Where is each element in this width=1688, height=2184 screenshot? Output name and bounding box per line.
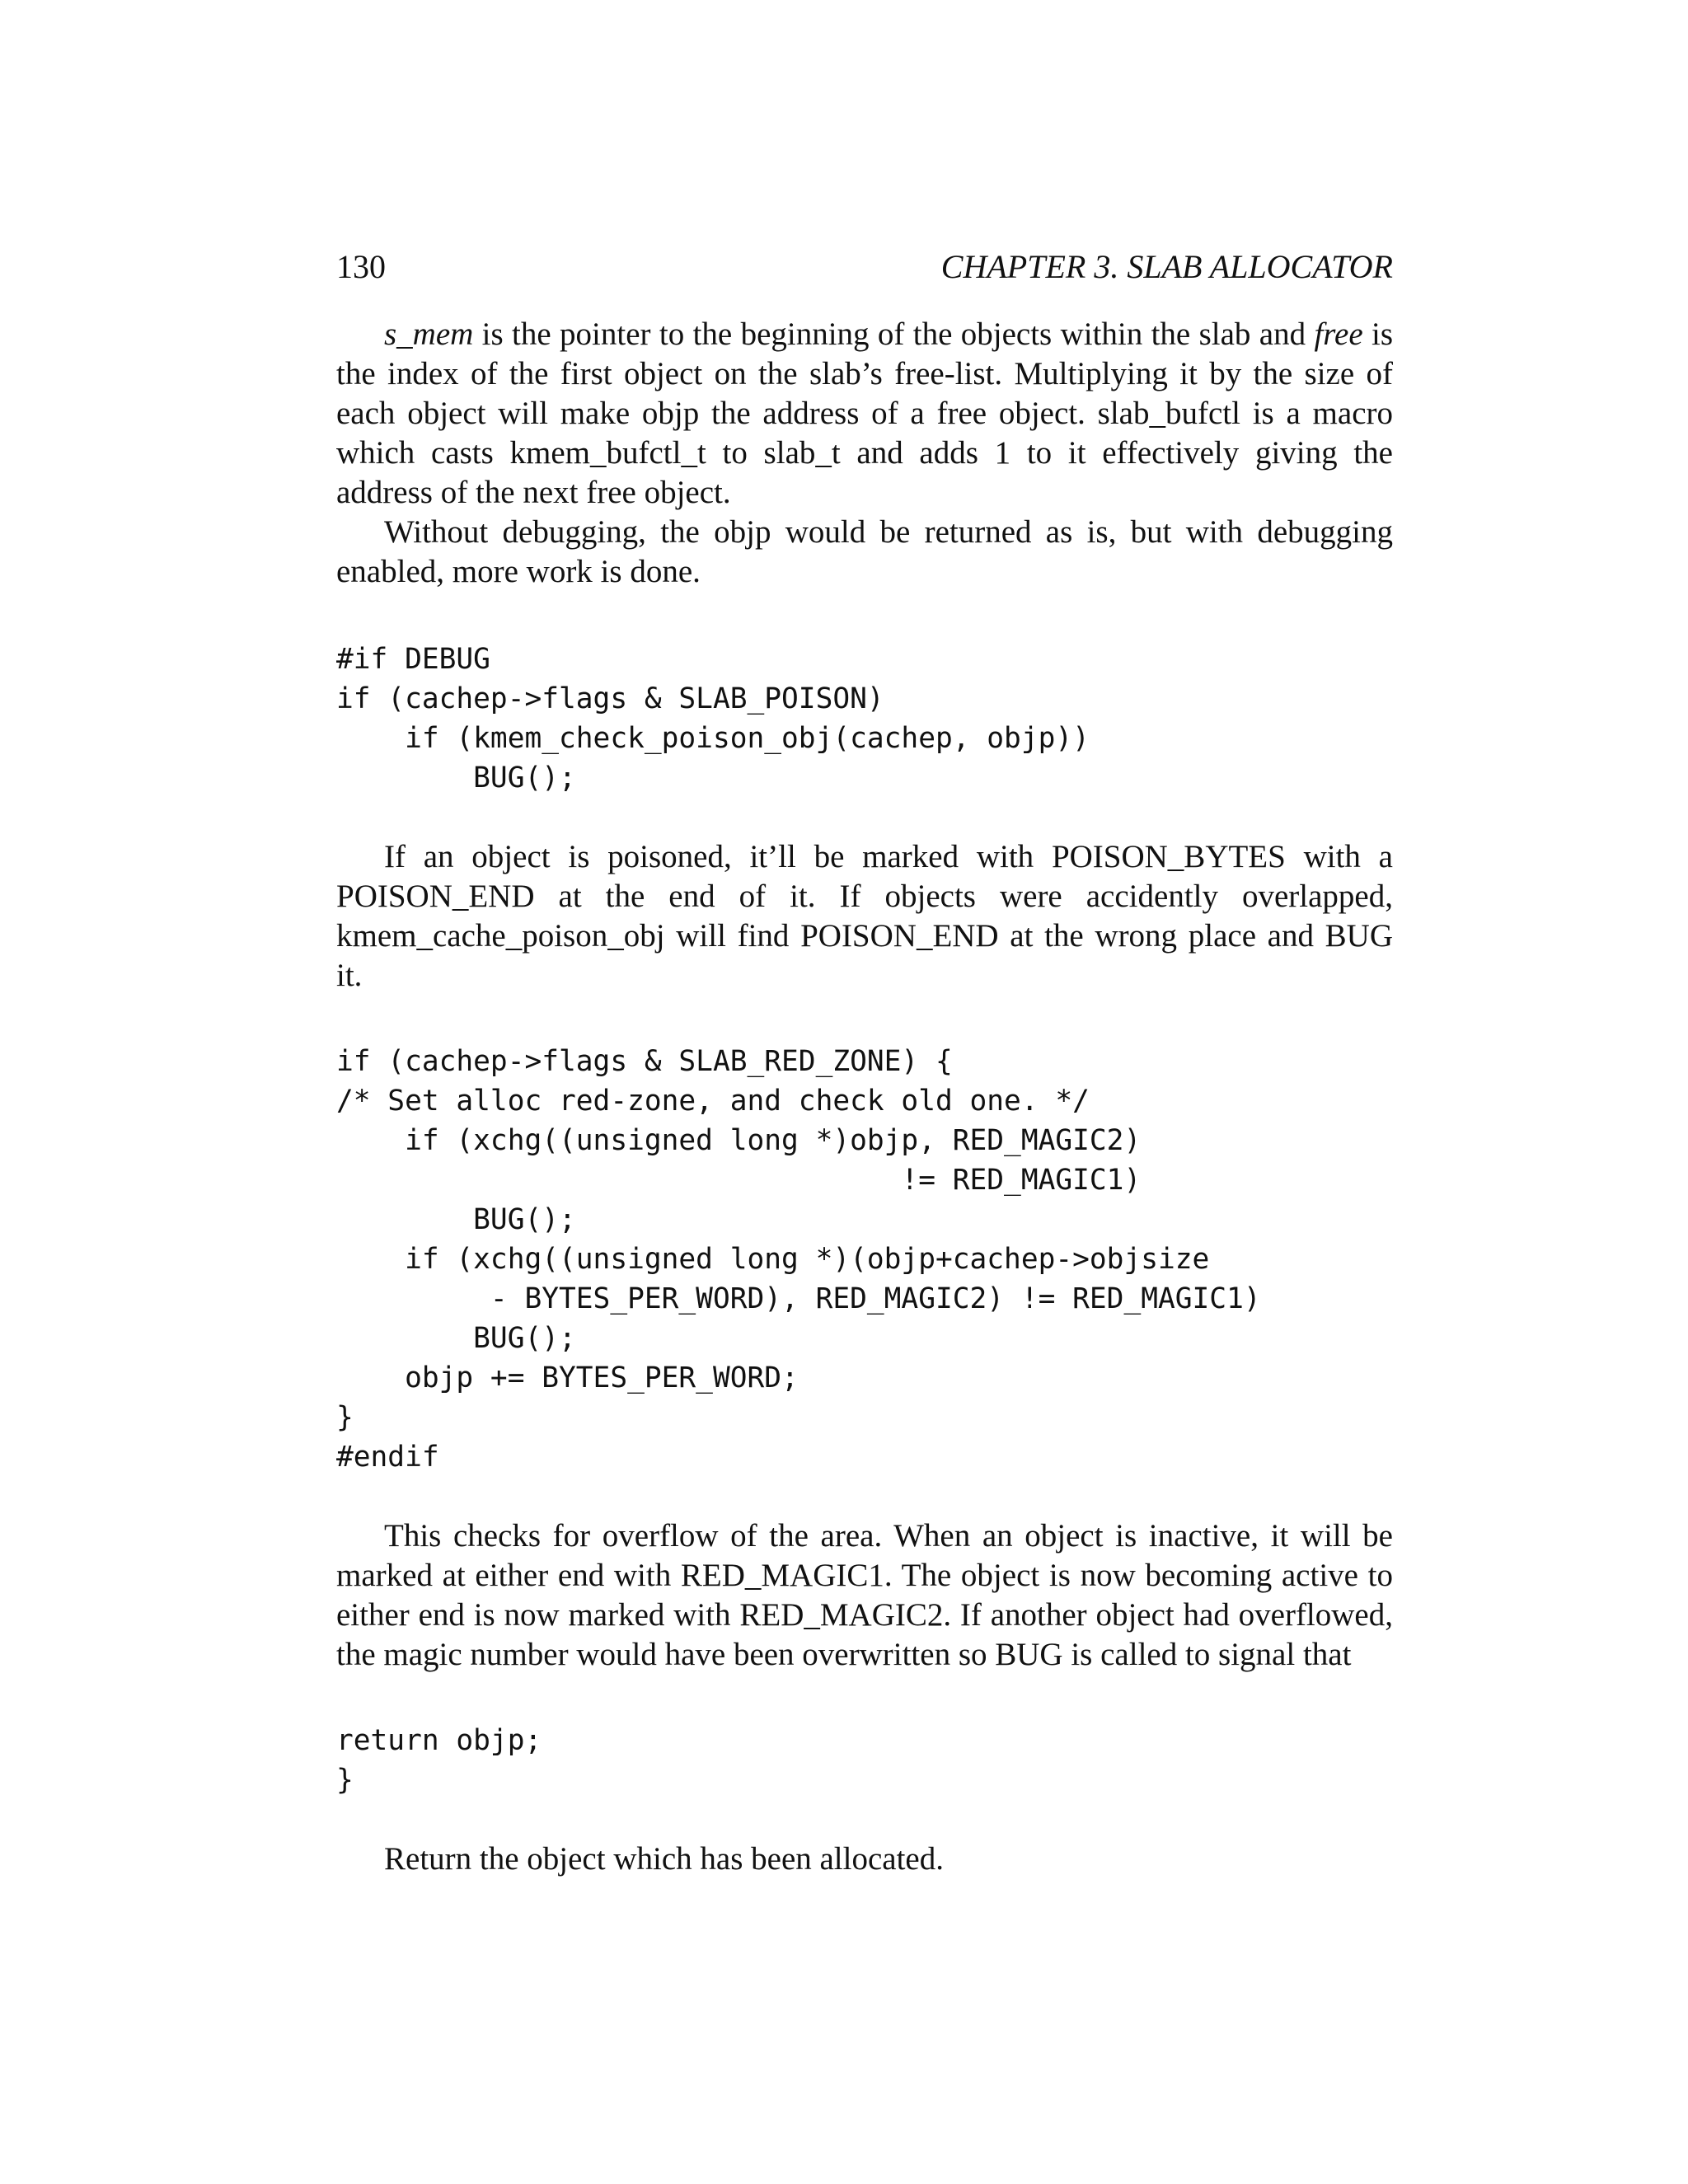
paragraph-text: Return the object which has been allocated. xyxy=(384,1841,944,1877)
term-free: free xyxy=(1314,316,1363,352)
paragraph-return xyxy=(336,1840,1393,1879)
chapter-title: CHAPTER 3. SLAB ALLOCATOR xyxy=(940,248,1393,285)
paragraph-text: If an object is poisoned, it’ll be marked with POISON_BYTES with a POISON_END at the end of it. If objects were accidently overlapped, kmem_cache_poison_obj will find POISON_END at the wrong place and BUG it. xyxy=(336,839,1393,993)
paragraph-smem xyxy=(336,315,1393,513)
paragraph-debugging xyxy=(336,513,1393,592)
paragraph-overflow xyxy=(336,1516,1393,1675)
document-page xyxy=(336,247,1393,1879)
paragraph-text: is the index of the first object on the slab’s free-list. Multiplying it by the size of each object will make objp the address of a free object. slab_bufctl is a macro which casts kmem_bufctl_t to slab_t and adds 1 to it effectively giving the address of the next free object. xyxy=(336,316,1394,510)
paragraph-text: This checks for overflow of the area. When an object is inactive, it will be marked at either end with RED_MAGIC1. The object is now becoming active to either end is now marked with RED_MAGIC2. If another object had overflowed, the magic number would have been overwritten so BUG is called to signal that xyxy=(336,1518,1393,1672)
running-header xyxy=(336,247,1393,287)
paragraph-poison xyxy=(336,837,1393,996)
term-s-mem: s_mem xyxy=(384,316,474,352)
code-block-return: return objp; } xyxy=(336,1724,542,1797)
paragraph-text: Without debugging, the objp would be returned as is, but with debugging enabled, more work is done. xyxy=(336,514,1393,589)
page-number: 130 xyxy=(336,248,386,285)
paragraph-text: is the pointer to the beginning of the objects within the slab and xyxy=(473,316,1315,352)
code-block-poison-check: #if DEBUG if (cachep->flags & SLAB_POISON) if (kmem_check_poison_obj(cachep, objp)) BUG(); xyxy=(336,643,1090,794)
code-block-red-zone: if (cachep->flags & SLAB_RED_ZONE) { /* Set alloc red-zone, and check old one. */ if (xchg((unsigned long *)objp, RED_MAGIC2) != RED_MAGIC1) BUG(); if (xchg((unsigned long *)(objp+cachep->objsize - BYTES_PER_WORD), RED_MAGIC2) != RED_MAGIC1) BUG(); objp += BYTES_PER_WORD; } #endif xyxy=(336,1045,1261,1474)
